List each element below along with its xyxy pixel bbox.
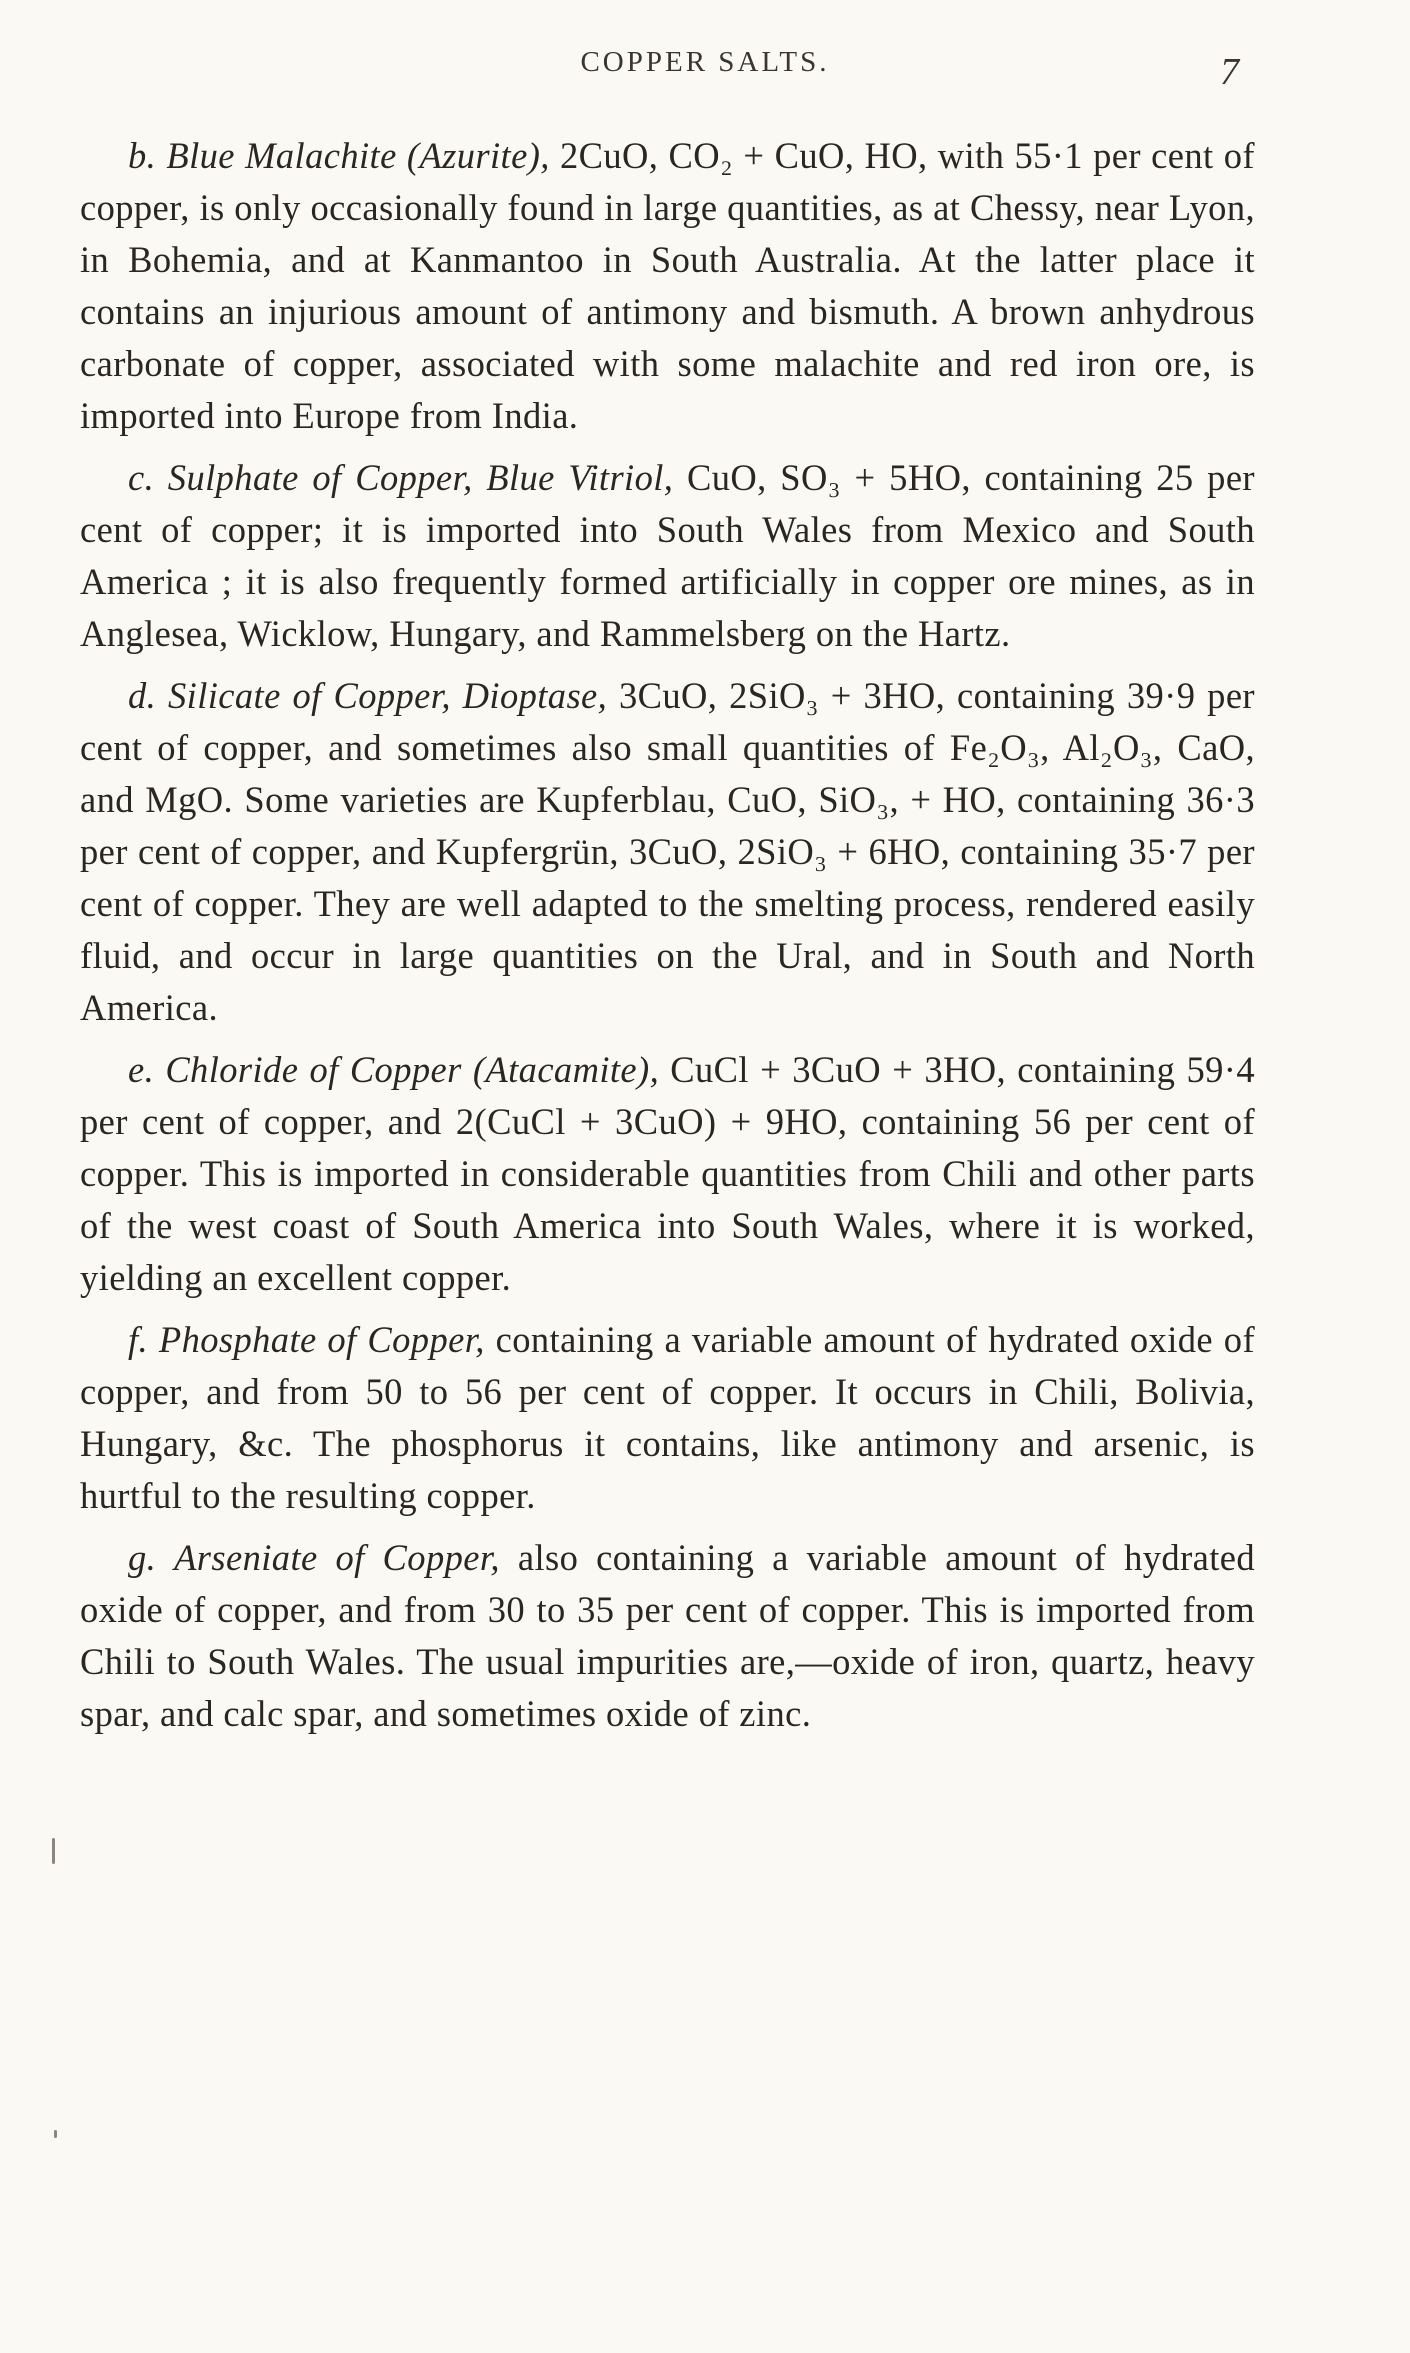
mineral-name: Arseniate of Copper,	[174, 1537, 500, 1578]
running-head: COPPER SALTS.	[580, 46, 830, 78]
mineral-name: Sulphate of Copper, Blue Vitriol,	[167, 457, 674, 498]
mineral-name: Phosphate of Copper,	[158, 1319, 485, 1360]
paragraph-chloride	[80, 1044, 1255, 1304]
item-label: b.	[128, 135, 157, 176]
paragraph-text: CuO, SO₃ + 5HO, containing 25 per cent of copper; it is imported into South Wales from Mexico and South America ; it is also frequently formed artificially in copper ore mines, as in Anglesea, Wicklow, Hungary, and Rammelsberg on the Hartz.	[80, 457, 1255, 654]
scan-speck	[54, 2130, 57, 2138]
paragraph-text: 2CuO, CO₂ + CuO, HO, with 55·1 per cent of copper, is only occasionally found in large quantities, as at Chessy, near Lyon, in Bohemia, and at Kanmantoo in South Australia. At the latter place it contains an injurious amount of antimony and bismuth. A brown anhydrous carbonate of copper, associated with some malachite and red iron ore, is imported into Europe from India.	[80, 135, 1255, 436]
item-label: d.	[128, 675, 157, 716]
mineral-name: Silicate of Copper, Dioptase,	[168, 675, 608, 716]
paragraph-azurite	[80, 130, 1255, 442]
paragraph-text: CuCl + 3CuO + 3HO, containing 59·4 per cent of copper, and 2(CuCl + 3CuO) + 9HO, containing 56 per cent of copper. This is imported in considerable quantities from Chili and other parts of the west coast of South America into South Wales, where it is worked, yielding an excellent copper.	[80, 1049, 1255, 1298]
item-label: g.	[128, 1537, 157, 1578]
scan-speck	[52, 1838, 55, 1864]
mineral-name: Blue Malachite (Azurite),	[166, 135, 550, 176]
paragraph-silicate	[80, 670, 1255, 1034]
paragraph-text: containing a variable amount of hydrated oxide of copper, and from 50 to 56 per cent of copper. It occurs in Chili, Bolivia, Hungary, &c. The phosphorus it contains, like antimony and arsenic, is hurtful to the resulting copper.	[80, 1319, 1256, 1516]
item-label: f.	[128, 1319, 149, 1360]
item-label: e.	[128, 1049, 155, 1090]
item-label: c.	[128, 457, 155, 498]
mineral-name: Chloride of Copper (Atacamite),	[165, 1049, 660, 1090]
body-text	[80, 130, 1255, 1750]
page-number: 7	[1220, 51, 1239, 93]
paragraph-text: 3CuO, 2SiO₃ + 3HO, containing 39·9 per cent of copper, and sometimes also small quantities of Fe₂O₃, Al₂O₃, CaO, and MgO. Some varieties are Kupferblau, CuO, SiO₃, + HO, containing 36·3 per cent of copper, and Kupfergrün, 3CuO, 2SiO₃ + 6HO, containing 35·7 per cent of copper. They are well adapted to the smelting process, rendered easily fluid, and occur in large quantities on the Ural, and in South and North America.	[80, 675, 1255, 1028]
paragraph-phosphate	[80, 1314, 1255, 1522]
paragraph-text: also containing a variable amount of hydrated oxide of copper, and from 30 to 35 per cent of copper. This is imported from Chili to South Wales. The usual impurities are,—oxide of iron, quartz, heavy spar, and calc spar, and sometimes oxide of zinc.	[80, 1537, 1256, 1734]
paragraph-arseniate	[80, 1532, 1255, 1740]
paragraph-sulphate	[80, 452, 1255, 660]
